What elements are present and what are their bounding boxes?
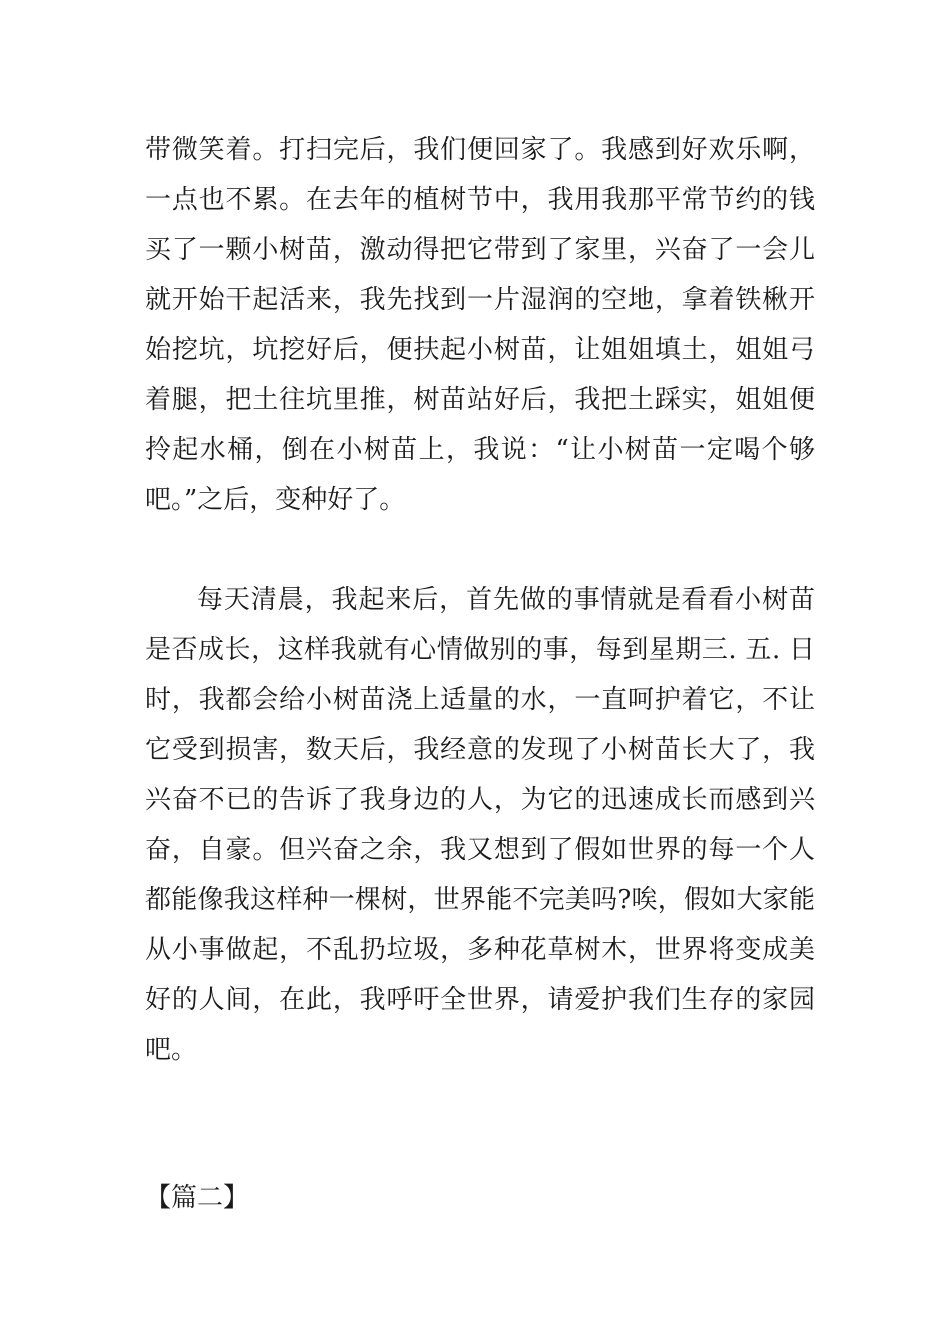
paragraph-line: 带微笑着。打扫完后，我们便回家了。我感到好欢乐啊， [145,135,815,165]
paragraph-line: 拎起水桶，倒在小树苗上，我说：“让小树苗一定喝个够 [145,435,815,465]
paragraph-line: 都能像我这样种一棵树，世界能不完美吗?唉，假如大家能 [145,885,815,915]
paragraph-line: 就开始干起活来，我先找到一片湿润的空地，拿着铁楸开 [145,285,815,315]
paragraph-line: 一点也不累。在去年的植树节中，我用我那平常节约的钱 [145,185,815,215]
paragraph-line: 时，我都会给小树苗浇上适量的水，一直呵护着它，不让 [145,685,815,715]
paragraph-line: 始挖坑，坑挖好后，便扶起小树苗，让姐姐填土，姐姐弓 [145,335,815,365]
paragraph-line: 买了一颗小树苗，激动得把它带到了家里，兴奋了一会儿 [145,235,815,265]
paragraph-line: 从小事做起，不乱扔垃圾，多种花草树木，世界将变成美 [145,935,815,965]
paragraph-line: 每天清晨，我起来后，首先做的事情就是看看小树苗 [197,585,815,615]
paragraph-line: 是否成长，这样我就有心情做别的事，每到星期三. 五. 日 [145,635,815,665]
paragraph-line: 它受到损害，数天后，我经意的发现了小树苗长大了，我 [145,735,815,765]
paragraph-line: 兴奋不已的告诉了我身边的人，为它的迅速成长而感到兴 [145,785,815,815]
paragraph-line: 奋，自豪。但兴奋之余，我又想到了假如世界的每一个人 [145,835,815,865]
paragraph-line: 好的人间，在此，我呼吁全世界，请爱护我们生存的家园 [145,985,815,1015]
paragraph-line: 吧。 [145,1035,198,1065]
paragraph-line: 吧。”之后，变种好了。 [145,485,406,515]
section-heading: 【篇二】 [145,1183,250,1213]
paragraph-line: 着腿，把土往坑里推，树苗站好后，我把土踩实，姐姐便 [145,385,815,415]
